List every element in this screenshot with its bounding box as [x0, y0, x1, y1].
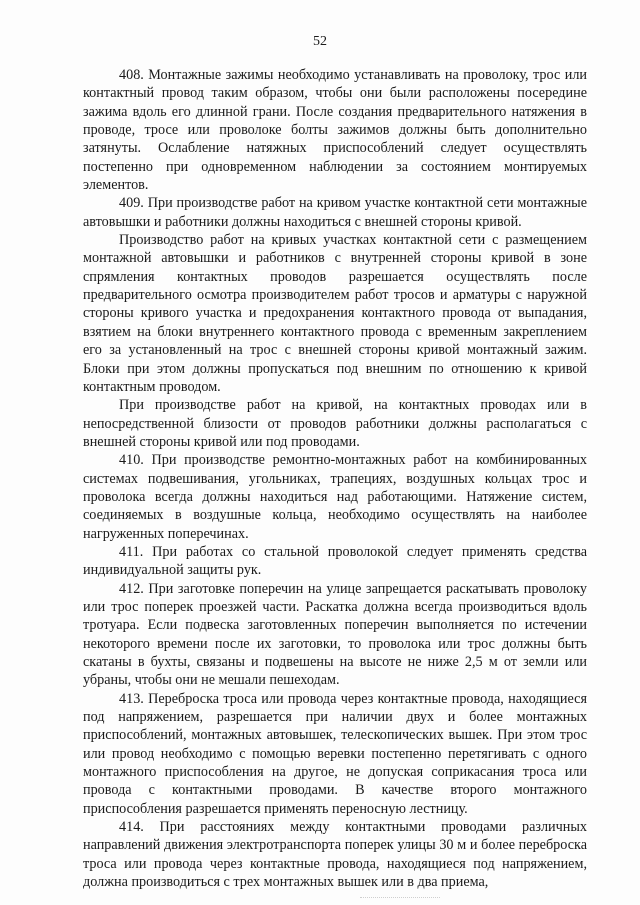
paragraph-413: 413. Переброска троса или провода через контактные провода, находящиеся под напряжением, разрешается при наличии двух и более монтажных приспособлений, монтажных автовышек, телескопических вышек. При этом трос или провод необходимо с помощью веревки постепенно перетягивать с одного монтажного приспособления на другое, не допуская соприкасания троса или провода с контактными проводами. В качестве второго монтажного приспособления разрешается применять переносную лестницу. — [83, 690, 587, 817]
document-body — [83, 66, 587, 891]
paragraph-409-worker-position: При производстве работ на кривой, на контактных проводах или в непосредственной близости от проводов работники должны располагаться с внешней стороны кривой или под проводами. — [83, 397, 587, 450]
paragraph-414: 414. При расстояниях между контактными проводами различных направлений движения электротранспорта поперек улицы 30 м и более переброска троса или провода через контактные провода, находящиеся под напряжением, должна производиться с трех монтажных вышек или в два приема, — [83, 819, 587, 891]
paragraph-411: 411. При работах со стальной проволокой следует применять средства индивидуальной защиты рук. — [83, 543, 587, 579]
scan-artifact-line — [360, 897, 440, 899]
paragraph-409-curve-work: Производство работ на кривых участках контактной сети с размещением монтажной автовышки и работников с внутренней стороны кривой в зоне спрямления контактных проводов разрешается осуществлять после предварительного осмотра производителем работ тросов и арматуры с наружной стороны кривого участка и предохранения контактного провода от выпадания, взятием на блоки внутреннего контактного провода с временным закреплением его за установленный на трос с внешней стороны кривой монтажный зажим. Блоки при этом должны пропускаться под внешним по отношению к кривой контактным проводом. — [83, 232, 587, 395]
page-number: 52 — [313, 34, 327, 49]
paragraph-412: 412. При заготовке поперечин на улице запрещается раскатывать проволоку или трос поперек проезжей части. Раскатка должна всегда производиться вдоль тротуара. Если подвеска заготовленных поперечин выполняется по истечении некоторого времени после их заготовки, то проволока или трос должны быть скатаны в бухты, связаны и подвешены на высоте не ниже 2,5 м от земли или убраны, чтобы они не мешали пешеходам. — [83, 580, 587, 689]
paragraph-408: 408. Монтажные зажимы необходимо устанавливать на проволоку, трос или контактный провод таким образом, чтобы они были расположены посередине зажима вдоль его длинной грани. После создания предварительного натяжения в проводе, тросе или проволоке болты зажимов должны быть дополнительно затянуты. Ослабление натяжных приспособлений следует осуществлять постепенно при одновременном наблюдении за состоянием монтируемых элементов. — [83, 67, 587, 194]
paragraph-410: 410. При производстве ремонтно-монтажных работ на комбинированных системах подвешивания, угольниках, трапециях, воздушных кольцах трос и проволока всегда должны находиться над работающими. Натяжение систем, соединяемых в воздушные кольца, необходимо осуществлять на наиболее нагруженных поперечинах. — [83, 452, 587, 542]
paragraph-409: 409. При производстве работ на кривом участке контактной сети монтажные автовышки и работники должны находиться с внешней стороны кривой. — [83, 195, 587, 230]
